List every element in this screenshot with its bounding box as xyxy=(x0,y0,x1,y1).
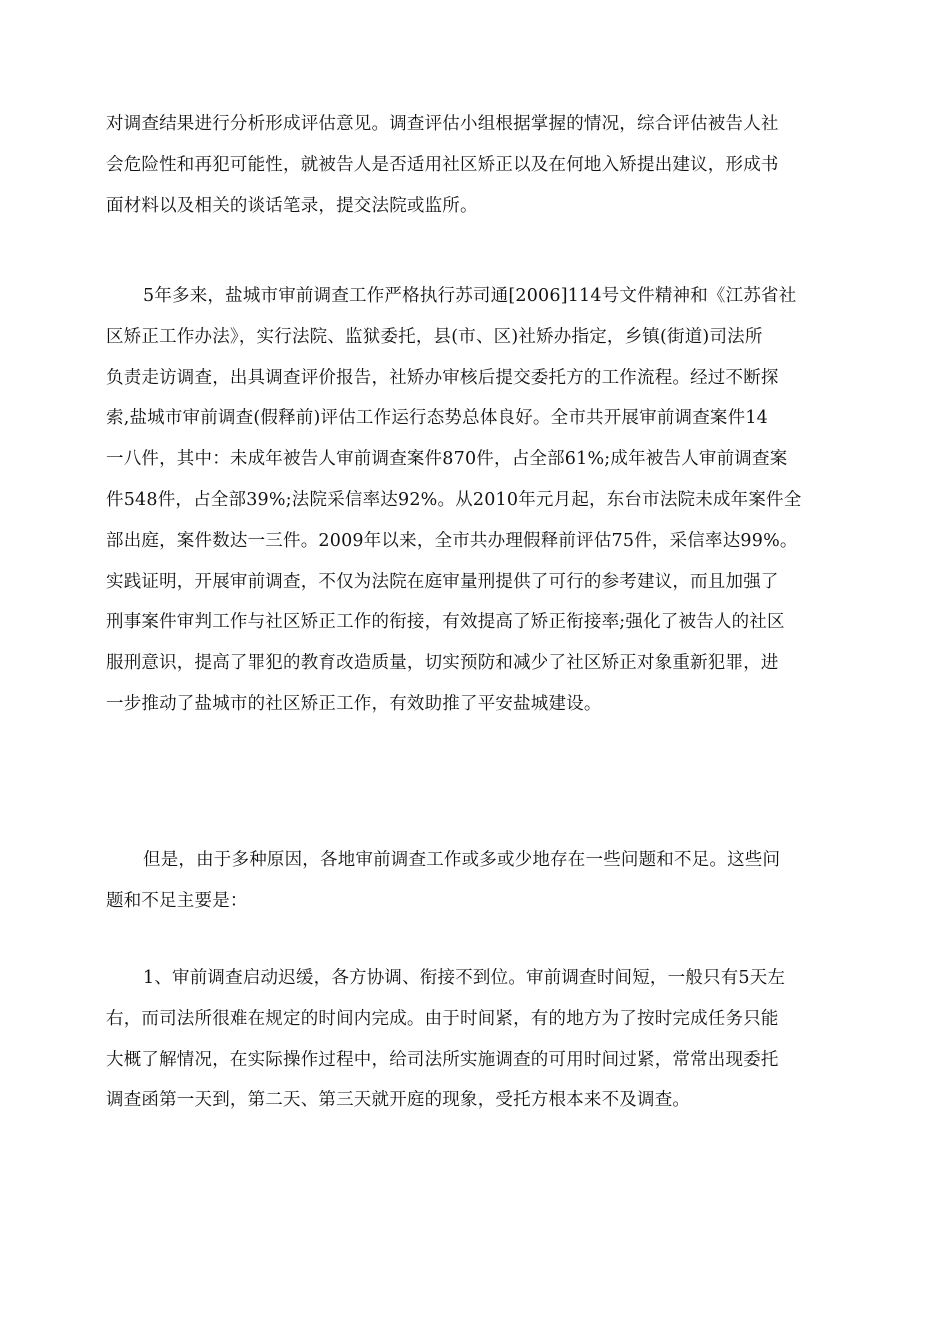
paragraph-line: 刑事案件审判工作与社区矫正工作的衔接，有效提高了矫正衔接率;强化了被告人的社区 xyxy=(106,612,785,633)
paragraph-line: 5年多来，盐城市审前调查工作严格执行苏司通[2006]114号文件精神和《江苏省社 xyxy=(143,286,797,306)
paragraph-line: 索,盐城市审前调查(假释前)评估工作运行态势总体良好。全市共开展审前调查案件14 xyxy=(106,408,768,429)
paragraph-line: 但是，由于多种原因，各地审前调查工作或多或少地存在一些问题和不足。这些问 xyxy=(143,850,781,870)
paragraph-line: 件548件，占全部39%;法院采信率达92%。从2010年元月起，东台市法院未成年案件全 xyxy=(106,489,802,510)
paragraph-line: 区矫正工作办法》，实行法院、监狱委托，县(市、区)社矫办指定，乡镇(街道)司法所 xyxy=(106,326,763,347)
paragraph-line: 面材料以及相关的谈话笔录，提交法院或监所。 xyxy=(106,195,478,216)
paragraph-1 xyxy=(106,104,851,226)
paragraph-line: 一八件，其中：未成年被告人审前调查案件870件，占全部61%;成年被告人审前调查案 xyxy=(106,449,788,470)
paragraph-4 xyxy=(106,958,851,1121)
paragraph-line: 服刑意识，提高了罪犯的教育改造质量，切实预防和减少了社区矫正对象重新犯罪，进 xyxy=(106,653,779,674)
paragraph-line: 右，而司法所很难在规定的时间内完成。由于时间紧，有的地方为了按时完成任务只能 xyxy=(106,1008,779,1029)
paragraph-line: 实践证明，开展审前调查，不仅为法院在庭审量刑提供了可行的参考建议，而且加强了 xyxy=(106,571,779,592)
paragraph-line: 题和不足主要是： xyxy=(106,890,248,911)
paragraph-line: 部出庭，案件数达一三件。2009年以来，全市共办理假释前评估75件，采信率达99%。 xyxy=(106,530,798,551)
paragraph-line: 1、审前调查启动迟缓，各方协调、衔接不到位。审前调查时间短，一般只有5天左 xyxy=(143,968,786,988)
paragraph-line: 会危险性和再犯可能性，就被告人是否适用社区矫正以及在何地入矫提出建议，形成书 xyxy=(106,154,779,175)
paragraph-line: 对调查结果进行分析形成评估意见。调查评估小组根据掌握的情况，综合评估被告人社 xyxy=(106,114,779,134)
paragraph-line: 大概了解情况，在实际操作过程中，给司法所实施调查的可用时间过紧，常常出现委托 xyxy=(106,1049,779,1070)
paragraph-2 xyxy=(106,276,851,725)
paragraph-line: 调查函第一天到，第二天、第三天就开庭的现象，受托方根本来不及调查。 xyxy=(106,1090,691,1111)
paragraph-3 xyxy=(106,840,851,922)
paragraph-line: 负责走访调查，出具调查评价报告，社矫办审核后提交委托方的工作流程。经过不断探 xyxy=(106,367,779,388)
paragraph-line: 一步推动了盐城市的社区矫正工作，有效助推了平安盐城建设。 xyxy=(106,693,602,714)
